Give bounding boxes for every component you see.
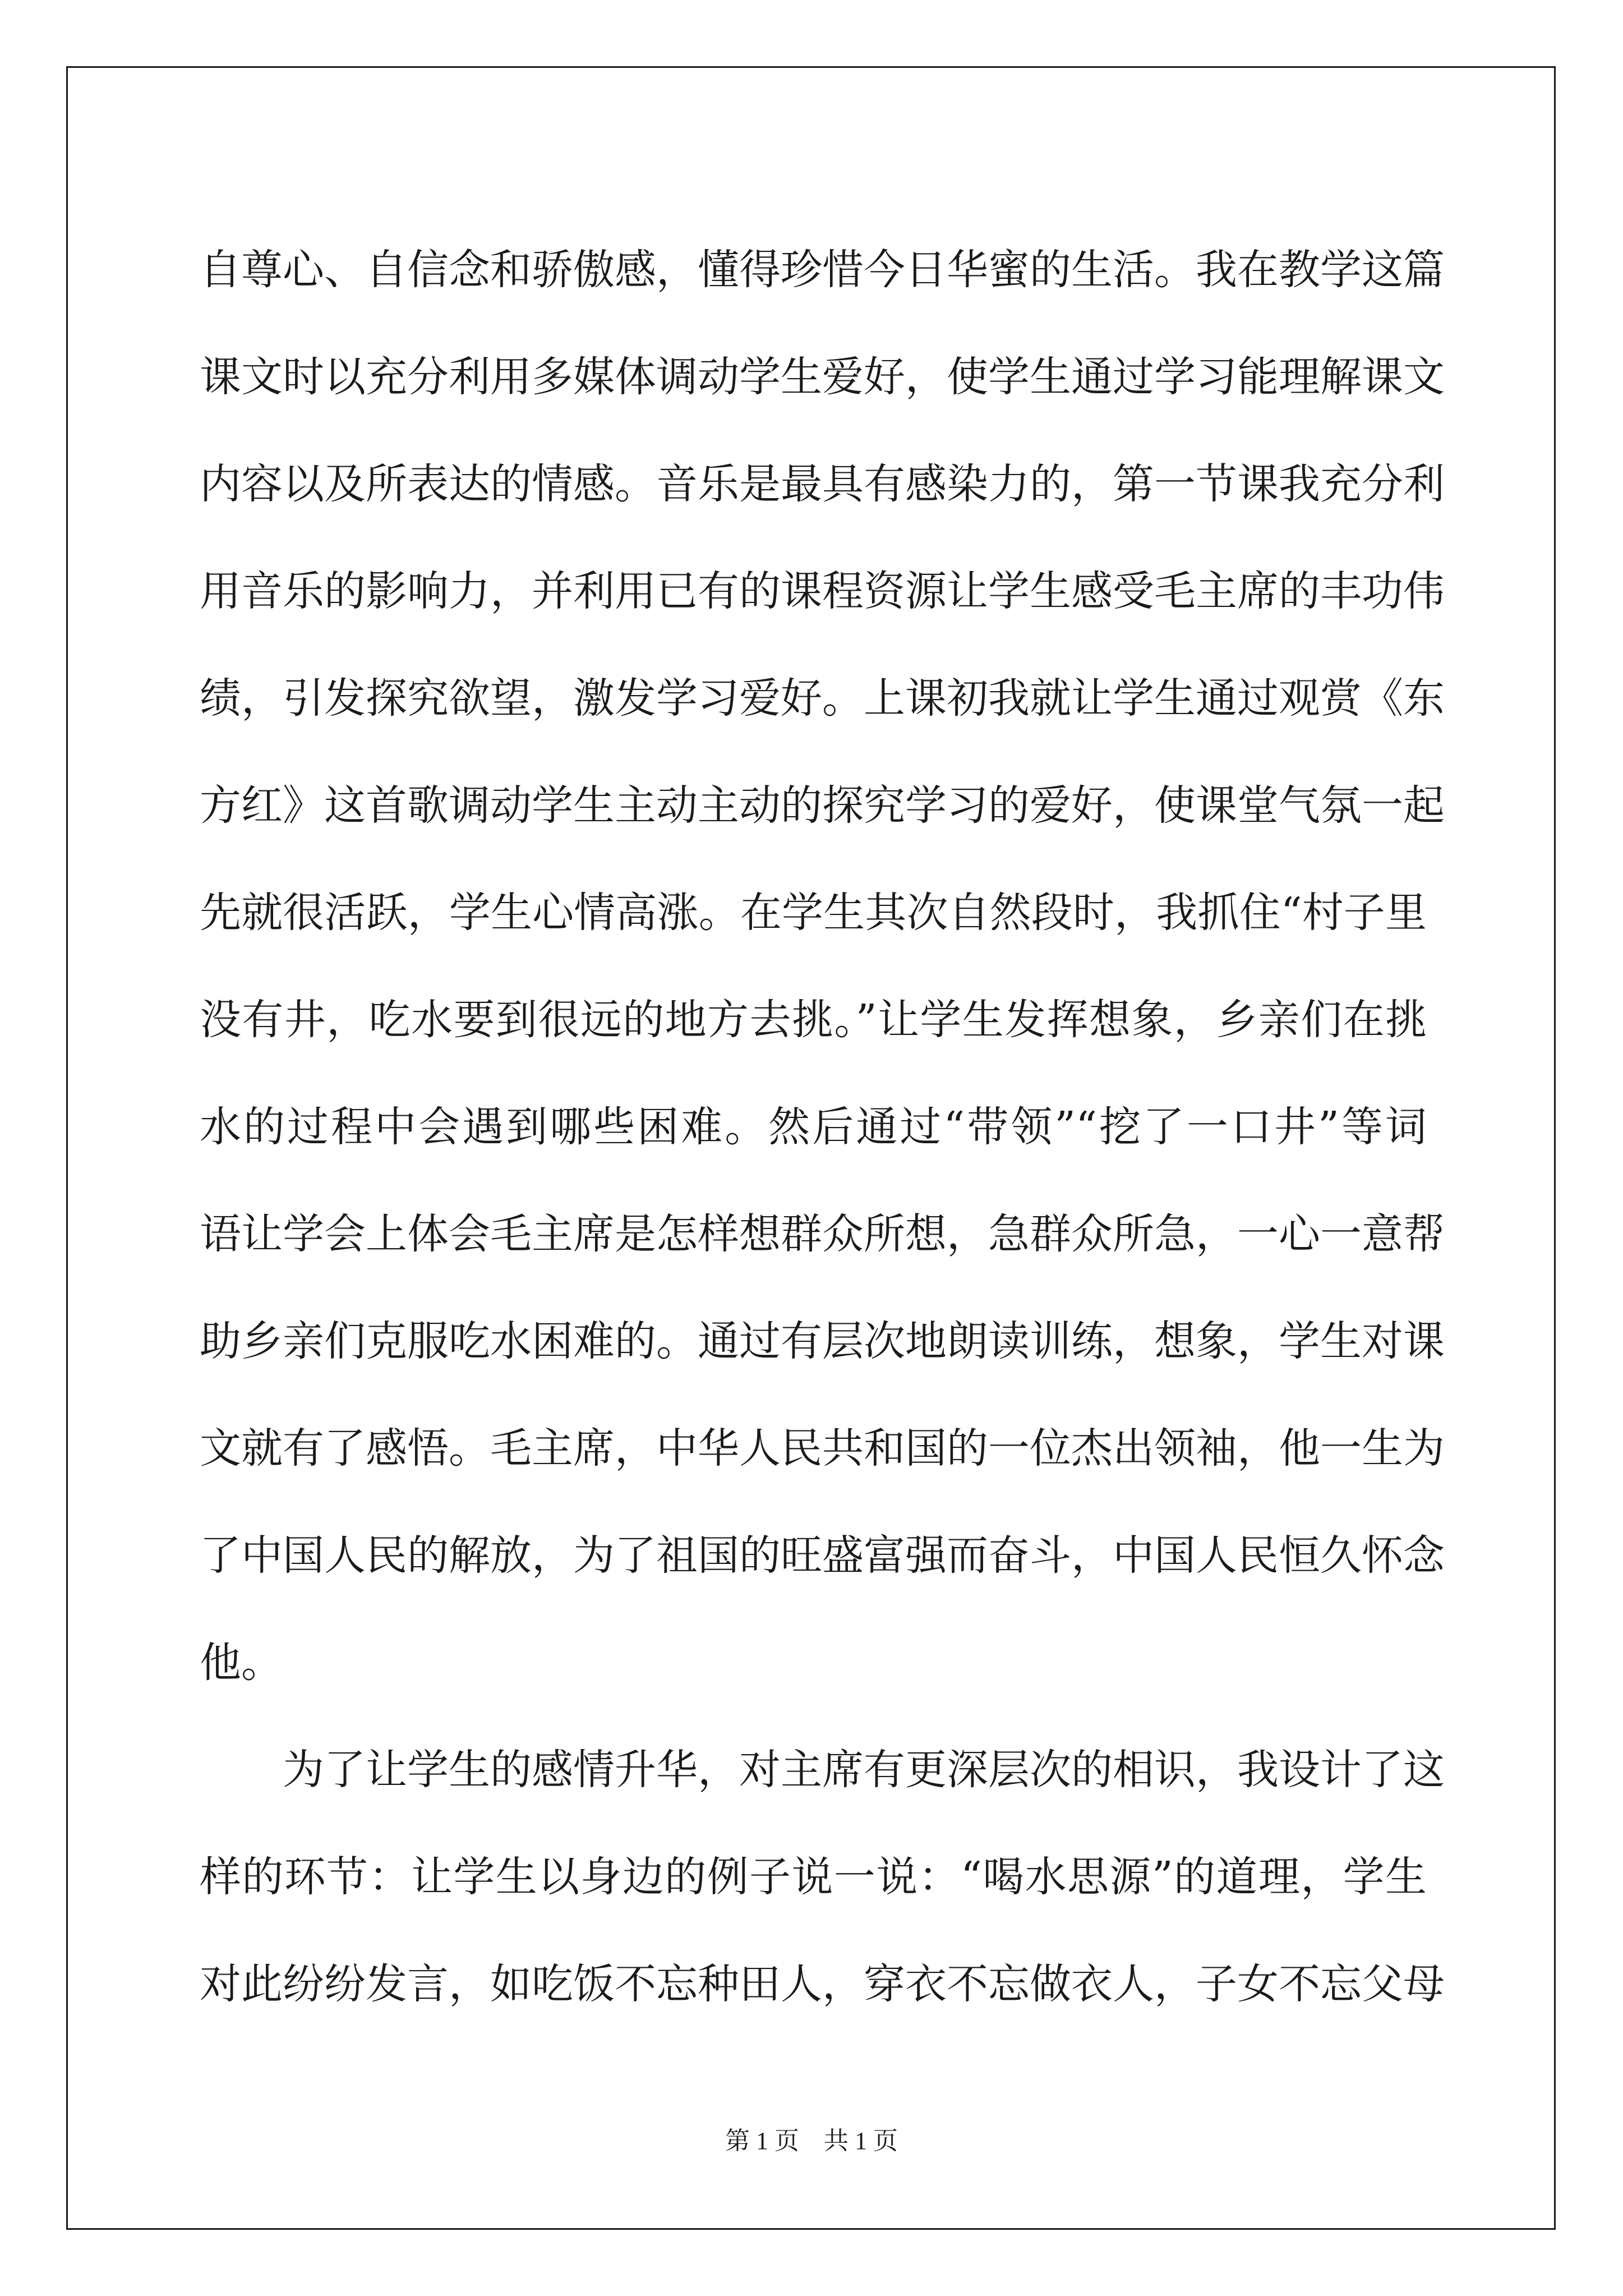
text-line: 为了让学生的感情升华，对主席有更深层次的相识，我设计了这 [200,1746,1445,1794]
text-line: 语让学会上体会毛主席是怎样想群众所想，急群众所急，一心一意帮 [200,1210,1445,1258]
text-line: 绩，引发探究欲望，激发学习爱好。上课初我就让学生通过观赏《东 [200,674,1445,723]
text-line: 样的环节：让学生以身边的例子说一说：“喝水思源”的道理，学生 [200,1853,1427,1901]
text-line: 内容以及所表达的情感。音乐是最具有感染力的，第一节课我充分利 [200,460,1445,508]
document-body [200,217,1445,2038]
text-line: 方红》这首歌调动学生主动主动的探究学习的爱好，使课堂气氛一起 [200,781,1445,830]
text-line: 自尊心、自信念和骄傲感，懂得珍惜今日华蜜的生活。我在教学这篇 [200,246,1445,294]
text-line: 他。 [200,1639,283,1687]
text-line: 先就很活跃，学生心情高涨。在学生其次自然段时，我抓住“村子里 [200,889,1427,937]
text-line: 助乡亲们克服吃水困难的。通过有层次地朗读训练，想象，学生对课 [200,1317,1445,1365]
text-line: 文就有了感悟。毛主席，中华人民共和国的一位杰出领袖，他一生为 [200,1424,1445,1473]
text-line: 课文时以充分利用多媒体调动学生爱好，使学生通过学习能理解课文 [200,353,1445,401]
text-line: 水的过程中会遇到哪些困难。然后通过“带领”“挖了一口井”等词 [200,1103,1427,1151]
text-line: 对此纷纷发言，如吃饭不忘种田人，穿衣不忘做衣人，子女不忘父母 [200,1960,1445,2008]
text-line: 没有井，吃水要到很远的地方去挑。”让学生发挥想象，乡亲们在挑 [200,996,1427,1044]
text-line: 用音乐的影响力，并利用已有的课程资源让学生感受毛主席的丰功伟 [200,567,1445,615]
page-number-footer: 第 1 页 共 1 页 [725,2127,898,2155]
text-line: 了中国人民的解放，为了祖国的旺盛富强而奋斗，中国人民恒久怀念 [200,1531,1445,1580]
